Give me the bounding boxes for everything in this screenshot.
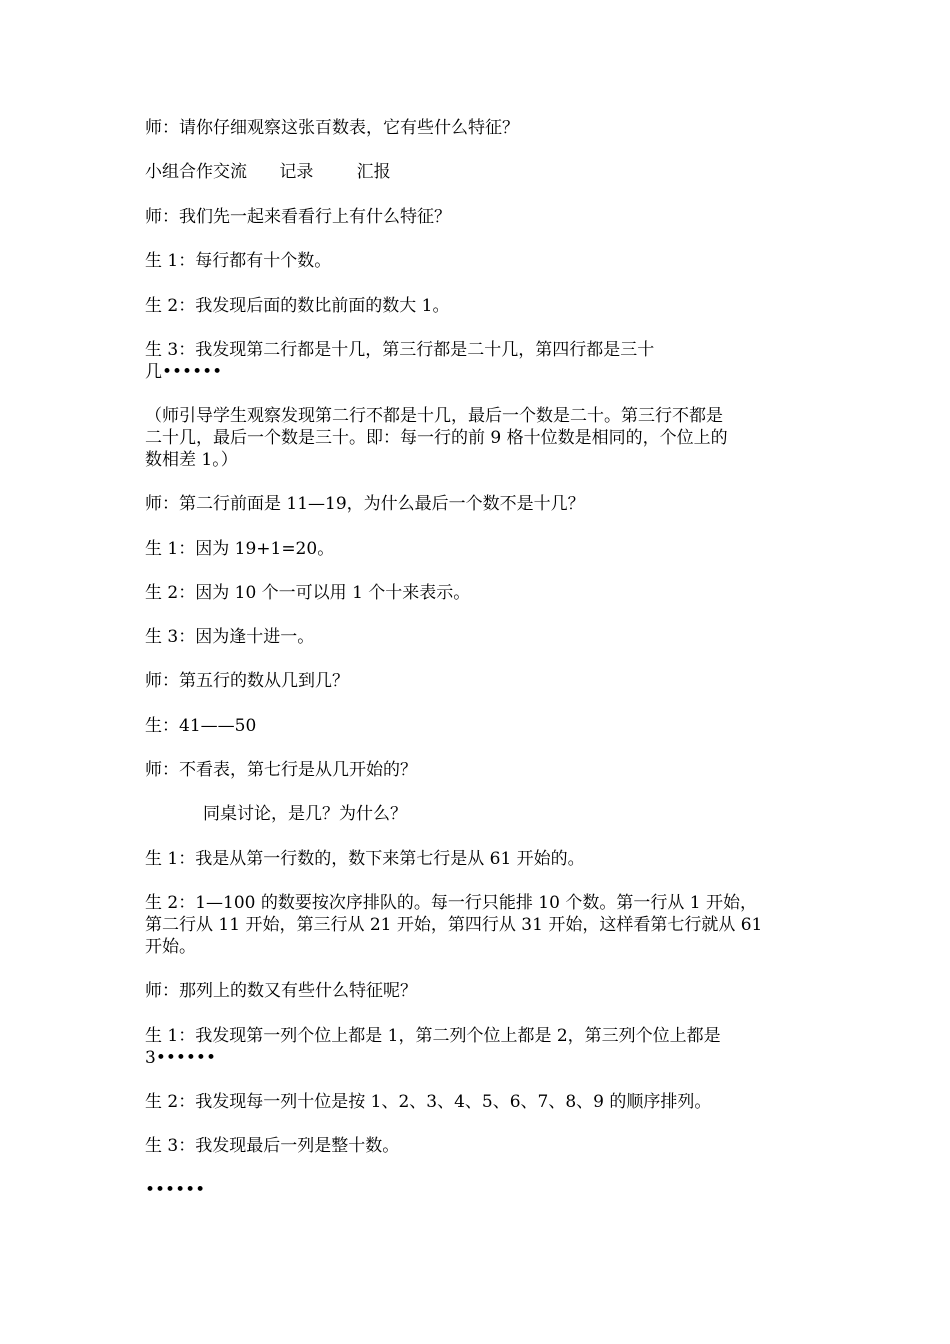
paragraph-teacher-question-5: 师：不看表，第七行是从几开始的？ xyxy=(145,760,417,780)
paragraph-student-3-answer-4: 生 3：我发现最后一列是整十数。 xyxy=(145,1136,400,1156)
paragraph-ellipsis: •••••• xyxy=(145,1180,206,1200)
paragraph-teacher-question-6: 师：那列上的数又有些什么特征呢？ xyxy=(145,981,417,1001)
paragraph-student-2-answer-4: 生 2：我发现每一列十位是按 1、2、3、4、5、6、7、8、9 的顺序排列。 xyxy=(145,1092,712,1112)
paragraph-student-2-answer-3: 生 2：1—100 的数要按次序排队的。每一行只能排 10 个数。第一行从 1 开始， 第二行从 11 开始，第三行从 21 开始，第四行从 31 开始，这样看第七行就从 61 开始。 xyxy=(145,893,763,957)
paragraph-teacher-question-1: 师：请你仔细观察这张百数表，它有些什么特征？ xyxy=(145,118,519,138)
paragraph-student-2-answer-2: 生 2：因为 10 个一可以用 1 个十来表示。 xyxy=(145,583,471,603)
paragraph-group-activity: 小组合作交流 记录 汇报 xyxy=(145,162,391,182)
paragraph-teacher-question-3: 师：第二行前面是 11—19，为什么最后一个数不是十几？ xyxy=(145,494,585,514)
paragraph-student-1-answer-2: 生 1：因为 19+1=20。 xyxy=(145,539,335,559)
paragraph-student-1-answer-4: 生 1：我发现第一列个位上都是 1，第二列个位上都是 2，第三列个位上都是 3•••••• xyxy=(145,1026,721,1068)
paragraph-teacher-guidance: （师引导学生观察发现第二行不都是十几，最后一个数是二十。第三行不都是 二十几，最后一个数是三十。即：每一行的前 9 格十位数是相同的，个位上的 数相差 1。） xyxy=(145,406,728,470)
paragraph-desk-discussion: 同桌讨论，是几？为什么？ xyxy=(203,804,407,824)
paragraph-student-3-answer-2: 生 3：因为逢十进一。 xyxy=(145,627,315,647)
paragraph-student-2-answer-1: 生 2：我发现后面的数比前面的数大 1。 xyxy=(145,296,450,316)
paragraph-student-answer-range: 生：41——50 xyxy=(145,716,257,736)
paragraph-student-1-answer-1: 生 1：每行都有十个数。 xyxy=(145,251,332,271)
paragraph-teacher-question-2: 师：我们先一起来看看行上有什么特征？ xyxy=(145,207,451,227)
paragraph-student-3-answer-1: 生 3：我发现第二行都是十几，第三行都是二十几，第四行都是三十 几•••••• xyxy=(145,340,655,382)
paragraph-teacher-question-4: 师：第五行的数从几到几？ xyxy=(145,671,349,691)
paragraph-student-1-answer-3: 生 1：我是从第一行数的，数下来第七行是从 61 开始的。 xyxy=(145,849,585,869)
